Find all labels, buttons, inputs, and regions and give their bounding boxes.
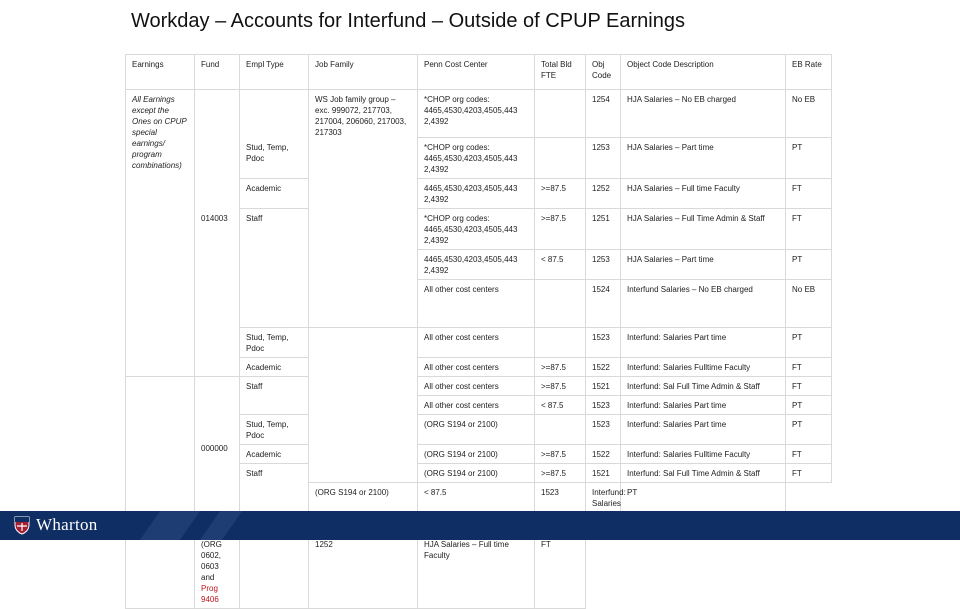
eb-rate-cell: FT [786,209,832,250]
cost-center-cell: All other cost centers [418,328,535,358]
org-0602-line: (ORG 0602, 0603 and [201,540,222,582]
obj-code-cell: 1522 [586,358,621,377]
obj-code-cell: 1523 [586,396,621,415]
earnings-cell: All Earnings except the Ones on CPUP special earnings/ program combinations) [126,90,195,377]
fte-cell [535,415,586,445]
cost-center-cell: *CHOP org codes: 4465,4530,4203,4505,443 2,4392 [418,138,535,179]
empl-type-cell [240,396,309,415]
table-row [126,209,832,250]
cost-center-cell: All other cost centers [418,358,535,377]
fund-value: 000000 [201,444,228,453]
empl-type-cell: Staff [240,464,309,483]
obj-code-cell: 1252 [309,535,418,609]
fte-cell [535,280,586,328]
obj-code-cell: 1251 [586,209,621,250]
footer-stripe [140,511,200,540]
footer-stripe [200,511,242,540]
obj-code-cell: 1523 [535,483,586,535]
empl-type-cell: Staff [240,377,309,396]
header-eb-rate: EB Rate [786,55,832,90]
obj-desc-cell: Interfund: Salaries Fulltime Faculty [621,358,786,377]
obj-desc-cell: HJA Salaries – Part time [621,138,786,179]
job-family-cell: WS Job family group – exc. 999072, 217703, 217004, 206060, 217003, 217303 [309,90,418,328]
cost-center-cell: *CHOP org codes: 4465,4530,4203,4505,443 2,4392 [418,209,535,250]
obj-desc-cell: Interfund: Sal Full Time Admin & Staff [621,377,786,396]
header-empl-type: Empl Type [240,55,309,90]
obj-code-cell: 1521 [586,464,621,483]
cost-center-cell [195,535,240,609]
cost-center-cell: (ORG S194 or 2100) [418,415,535,445]
cost-center-cell: (ORG S194 or 2100) [418,464,535,483]
obj-code-cell: 1523 [586,415,621,445]
fte-cell: >=87.5 [535,179,586,209]
eb-rate-cell: No EB [786,90,832,138]
obj-code-cell: 1521 [586,377,621,396]
obj-code-cell: 1252 [586,179,621,209]
obj-desc-cell: HJA Salaries – Full time Faculty [621,179,786,209]
footer-bar [0,511,960,540]
eb-rate-cell: PT [621,483,786,535]
cost-center-cell: All other cost centers [418,377,535,396]
empl-type-cell [240,90,309,138]
table-row [126,377,832,396]
cost-center-cell: (ORG S194 or 2100) [418,445,535,464]
empl-type-cell: Stud, Temp, Pdoc [240,328,309,358]
empl-type-cell: Stud, Temp, Pdoc [240,138,309,179]
empl-type-cell: Academic [240,358,309,377]
fte-cell [535,328,586,358]
eb-rate-cell: FT [786,358,832,377]
shield-icon [14,516,30,535]
obj-desc-cell: Interfund: Salaries Part time [621,328,786,358]
obj-desc-cell: HJA Salaries – No EB charged [621,90,786,138]
fte-cell [240,535,309,609]
wharton-logo [14,514,98,536]
header-obj-code: Obj Code [586,55,621,90]
obj-desc-cell: HJA Salaries – Full time Faculty [418,535,535,609]
logo-text: Wharton [36,515,98,534]
obj-code-cell: 1253 [586,138,621,179]
fte-cell: >=87.5 [535,377,586,396]
eb-rate-cell: FT [786,377,832,396]
obj-code-cell: 1253 [586,250,621,280]
fund-value: 014003 [201,213,228,223]
eb-rate-cell: FT [535,535,586,609]
obj-code-cell: 1524 [586,280,621,328]
fte-cell: >=87.5 [535,464,586,483]
eb-rate-cell: PT [786,396,832,415]
table-row [126,535,832,609]
fund-cell-blank [195,90,240,209]
fte-cell: >=87.5 [535,209,586,250]
empl-type-cell: Academic [240,445,309,464]
fund-cell [195,209,240,377]
table-row [126,90,832,138]
eb-rate-cell: FT [786,464,832,483]
cost-center-cell: *CHOP org codes: 4465,4530,4203,4505,443 2,4392 [418,90,535,138]
header-earnings: Earnings [126,55,195,90]
fte-cell: < 87.5 [418,483,535,535]
fte-cell [535,138,586,179]
fte-cell: >=87.5 [535,358,586,377]
fte-cell: < 87.5 [535,250,586,280]
eb-rate-cell: FT [786,179,832,209]
obj-desc-cell: HJA Salaries – Full Time Admin & Staff [621,209,786,250]
eb-rate-cell: FT [786,445,832,464]
fte-cell: >=87.5 [535,445,586,464]
header-total-bldg-fte: Total Bld FTE [535,55,586,90]
cost-center-cell: (ORG S194 or 2100) [309,483,418,535]
empl-type-cell [126,535,195,609]
cost-center-cell: 4465,4530,4203,4505,443 2,4392 [418,250,535,280]
prog-9406-line: Prog 9406 [201,584,219,604]
eb-rate-cell: PT [786,328,832,358]
obj-desc-cell: Interfund: Salaries Part time [621,396,786,415]
header-penn-cost-center: Penn Cost Center [418,55,535,90]
eb-rate-cell: PT [786,138,832,179]
fte-cell: < 87.5 [535,396,586,415]
job-family-cell-blank [309,328,418,483]
eb-rate-cell: PT [786,250,832,280]
header-row [126,55,832,90]
obj-desc-cell: Interfund: Sal Full Time Admin & Staff [621,464,786,483]
header-fund: Fund [195,55,240,90]
obj-code-cell: 1523 [586,328,621,358]
header-obj-desc: Object Code Description [621,55,786,90]
obj-desc-cell: Interfund Salaries – No EB charged [621,280,786,328]
obj-desc-cell: HJA Salaries – Part time [621,250,786,280]
cost-center-cell: All other cost centers [418,396,535,415]
obj-desc-cell: Interfund: Salaries Part time [621,415,786,445]
obj-code-cell: 1522 [586,445,621,464]
cost-center-cell: All other cost centers [418,280,535,328]
empl-type-cell: Staff [240,209,309,328]
header-job-family: Job Family [309,55,418,90]
obj-code-cell: 1254 [586,90,621,138]
page-title: Workday – Accounts for Interfund – Outside of CPUP Earnings [131,10,685,32]
eb-rate-cell: No EB [786,280,832,328]
eb-rate-cell: PT [786,415,832,445]
obj-desc-cell: Interfund: Salaries [586,483,621,535]
fte-cell [535,90,586,138]
obj-desc-cell: Interfund: Salaries Fulltime Faculty [621,445,786,464]
cost-center-cell: 4465,4530,4203,4505,443 2,4392 [418,179,535,209]
empl-type-cell: Academic [240,179,309,209]
empl-type-cell: Stud, Temp, Pdoc [240,415,309,445]
